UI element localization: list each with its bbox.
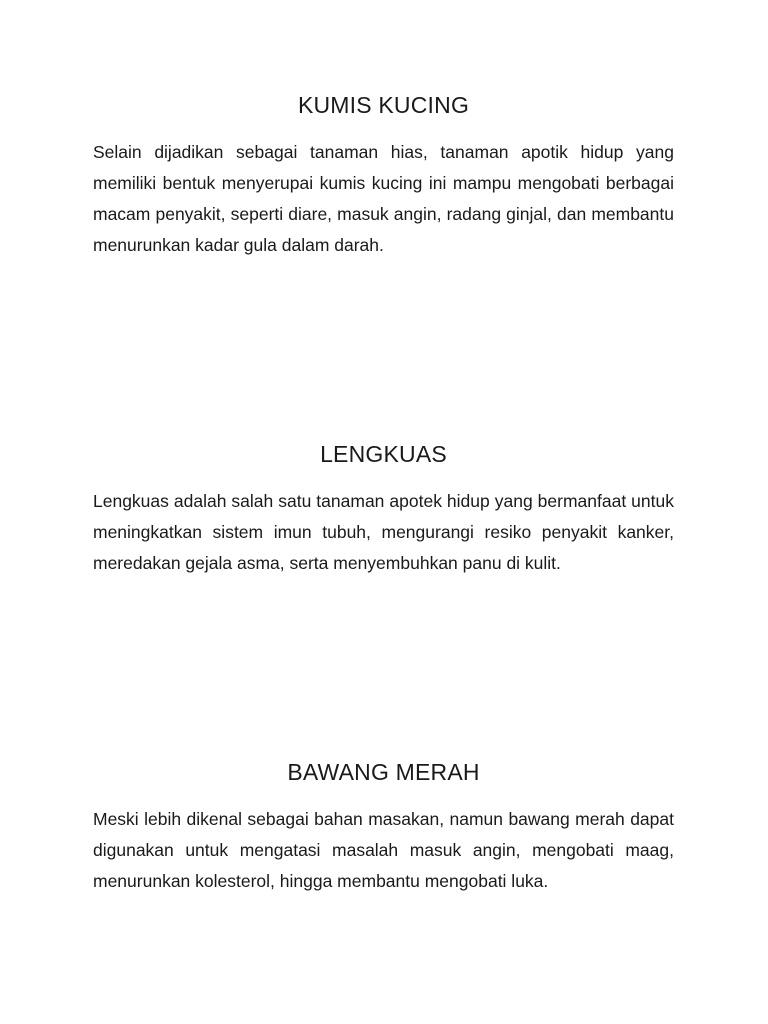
section-bawang-merah (93, 758, 674, 897)
section-heading: KUMIS KUCING (297, 92, 470, 118)
section-paragraph: Meski lebih dikenal sebagai bahan masakan, namun bawang merah dapat digunakan untuk mengatasi masalah masuk angin, mengobati maag, menurunkan kolesterol, hingga membantu mengobati luka. (93, 809, 674, 891)
section-paragraph: Lengkuas adalah salah satu tanaman apotek hidup yang bermanfaat untuk meningkatkan sistem imun tubuh, mengurangi resiko penyakit kanker, meredakan gejala asma, serta menyembuhkan panu di kulit. (93, 491, 674, 573)
section-lengkuas (93, 440, 674, 579)
section-heading: LENGKUAS (320, 441, 447, 467)
section-paragraph: Selain dijadikan sebagai tanaman hias, tanaman apotik hidup yang memiliki bentuk menyerupai kumis kucing ini mampu mengobati berbagai macam penyakit, seperti diare, masuk angin, radang ginjal, dan membantu menurunkan kadar gula dalam darah. (93, 142, 674, 255)
section-kumis-kucing (93, 91, 674, 261)
section-heading: BAWANG MERAH (287, 759, 480, 785)
